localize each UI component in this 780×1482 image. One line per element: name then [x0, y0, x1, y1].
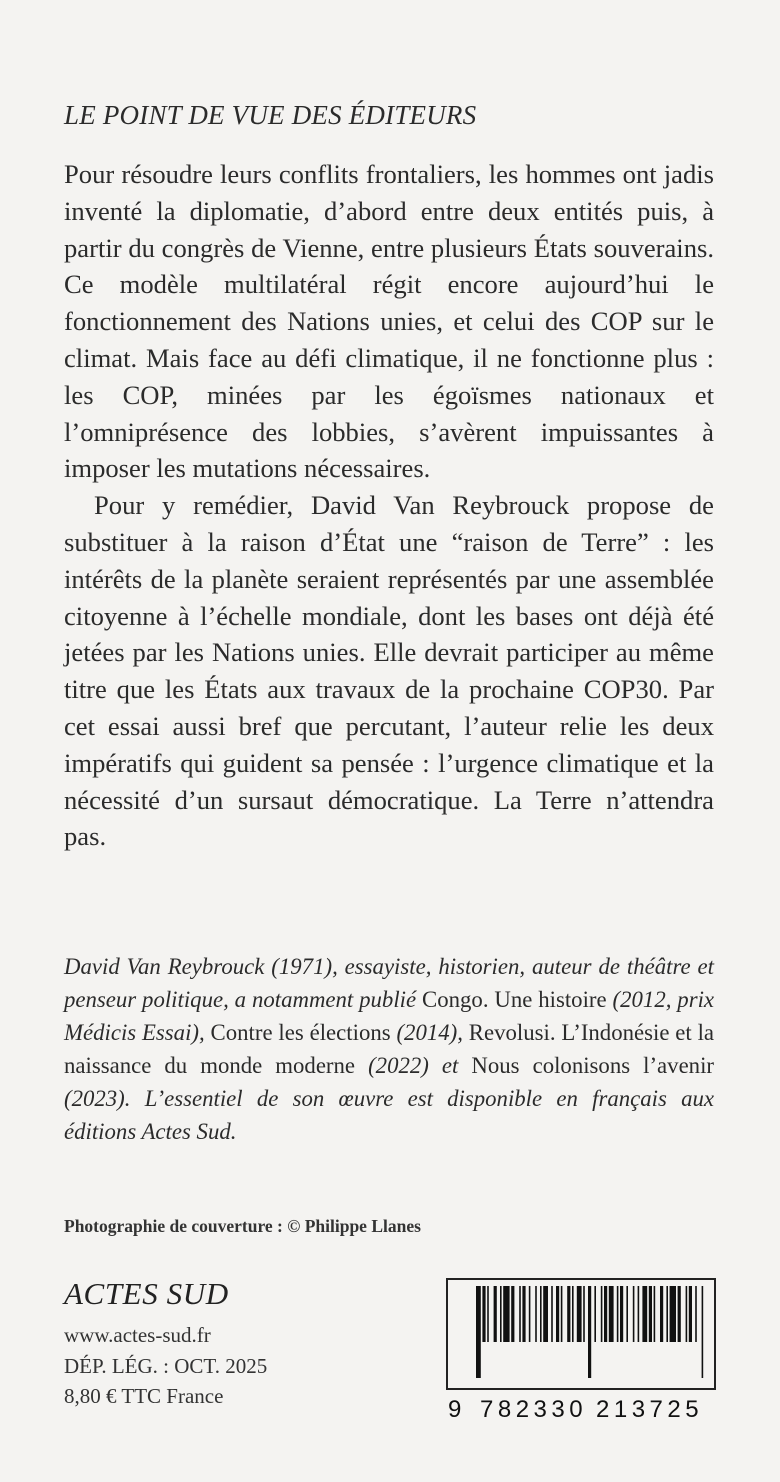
- barcode-bar: [649, 1286, 652, 1342]
- barcode-bar: [567, 1286, 570, 1342]
- barcode-bar: [540, 1286, 542, 1342]
- barcode-bar: [503, 1286, 509, 1342]
- barcode-bar: [482, 1286, 485, 1342]
- publisher-logo: ACTES SUD: [64, 1276, 229, 1311]
- bio-title-2: Contre les élections: [210, 1020, 391, 1045]
- barcode-bar: [476, 1286, 481, 1378]
- bio-part-2: (2012, prix Médicis Essai),: [64, 987, 715, 1045]
- price: 8,80 € TTC France: [64, 1384, 224, 1408]
- barcode-bar: [601, 1286, 603, 1342]
- bio-title-3: Revolusi. L’Indonésie et la naissance du monde moderne: [64, 1020, 715, 1078]
- paragraph-2: Pour y remédier, David Van Reybrouck propose de substituer à la raison d’État une “raison de Terre” : les intérêts de la planète seraient représentés par une assemblée citoyenne à l’échelle mondiale, dont les bases ont déjà été jetées par les Nations unies. Elle devrait participer au même titre que les États aux travaux de la prochaine COP30. Par cet essai aussi bref que percutant, l’auteur relie les deux impératifs qui guident sa pensée : l’urgence climatique et la nécessité d’un sursaut démocratique. La Terre n’attendra pas.: [64, 490, 714, 852]
- barcode: [446, 1278, 716, 1390]
- barcode-bar: [543, 1286, 548, 1342]
- paragraph-1: Pour résoudre leurs conflits frontaliers, les hommes ont jadis inventé la diplomatie, d’abord entre deux entités puis, à partir du congrès de Vienne, entre plusieurs États souverains. Ce modèle multilatéral régit encore aujourd’hui le fonctionnement des Nations unies, et celui des COP sur le climat. Mais face au défi climatique, il ne fonctionne plus : les COP, minées par les égoïsmes nationaux et l’omniprésence des lobbies, s’avèrent impuissantes à imposer les mutations nécessaires.: [64, 159, 714, 484]
- bio-part-1: David Van Reybrouck (1971), essayiste, historien, auteur de théâtre et penseur politique, a notamment publié: [64, 954, 714, 1012]
- barcode-bar: [695, 1286, 697, 1342]
- barcode-bar: [487, 1286, 489, 1342]
- isbn-right-group: 213725: [596, 1396, 704, 1423]
- barcode-bar: [577, 1286, 582, 1342]
- bio-part-4: (2022) et: [368, 1053, 459, 1078]
- barcode-bar: [535, 1286, 537, 1342]
- website: www.actes-sud.fr: [64, 1323, 211, 1347]
- barcode-bar: [609, 1286, 614, 1342]
- barcode-bar: [678, 1286, 681, 1342]
- barcode-bar: [702, 1286, 704, 1378]
- barcode-bar: [642, 1286, 647, 1342]
- photo-credit: Photographie de couverture : © Philippe Llanes: [64, 1216, 421, 1236]
- publisher-info: [64, 1320, 267, 1412]
- barcode-bar: [670, 1286, 676, 1342]
- barcode-bar: [556, 1286, 559, 1342]
- barcode-bars: [446, 1278, 716, 1390]
- editors-text: [64, 156, 714, 855]
- barcode-bar: [500, 1286, 502, 1342]
- barcode-bar: [529, 1286, 531, 1342]
- section-heading: LE POINT DE VUE DES ÉDITEURS: [64, 100, 477, 130]
- barcode-bar: [572, 1286, 574, 1342]
- barcode-bar: [604, 1286, 607, 1342]
- barcode-bar: [626, 1286, 628, 1342]
- barcode-bar: [633, 1286, 635, 1342]
- barcode-bar: [583, 1286, 585, 1342]
- barcode-bar: [620, 1286, 623, 1342]
- isbn-left-group: 782330: [480, 1396, 588, 1423]
- isbn-first-digit: 9: [448, 1396, 462, 1423]
- bio-title-4: Nous colonisons l’avenir: [471, 1053, 715, 1078]
- barcode-bar: [617, 1286, 619, 1342]
- legal-deposit: DÉP. LÉG. : OCT. 2025: [64, 1353, 268, 1378]
- barcode-bar: [561, 1286, 563, 1342]
- bio-part-5: (2023). L’essentiel de son œuvre est disponible en français aux éditions Actes Sud.: [64, 1086, 714, 1144]
- barcode-bar: [551, 1286, 553, 1342]
- bio-title-1: Congo. Une histoire: [422, 987, 607, 1012]
- barcode-bar: [660, 1286, 663, 1342]
- barcode-bar: [594, 1286, 596, 1342]
- barcode-bar: [666, 1286, 668, 1342]
- barcode-bar: [638, 1286, 640, 1342]
- barcode-bar: [654, 1286, 656, 1342]
- barcode-bar: [494, 1286, 497, 1342]
- barcode-bar: [511, 1286, 514, 1342]
- bio-part-3: (2014),: [396, 1020, 463, 1045]
- barcode-bar: [519, 1286, 521, 1342]
- barcode-bar: [689, 1286, 692, 1342]
- barcode-bar: [522, 1286, 525, 1342]
- barcode-bar: [686, 1286, 688, 1342]
- author-bio: [64, 950, 714, 1148]
- barcode-bar: [588, 1286, 591, 1378]
